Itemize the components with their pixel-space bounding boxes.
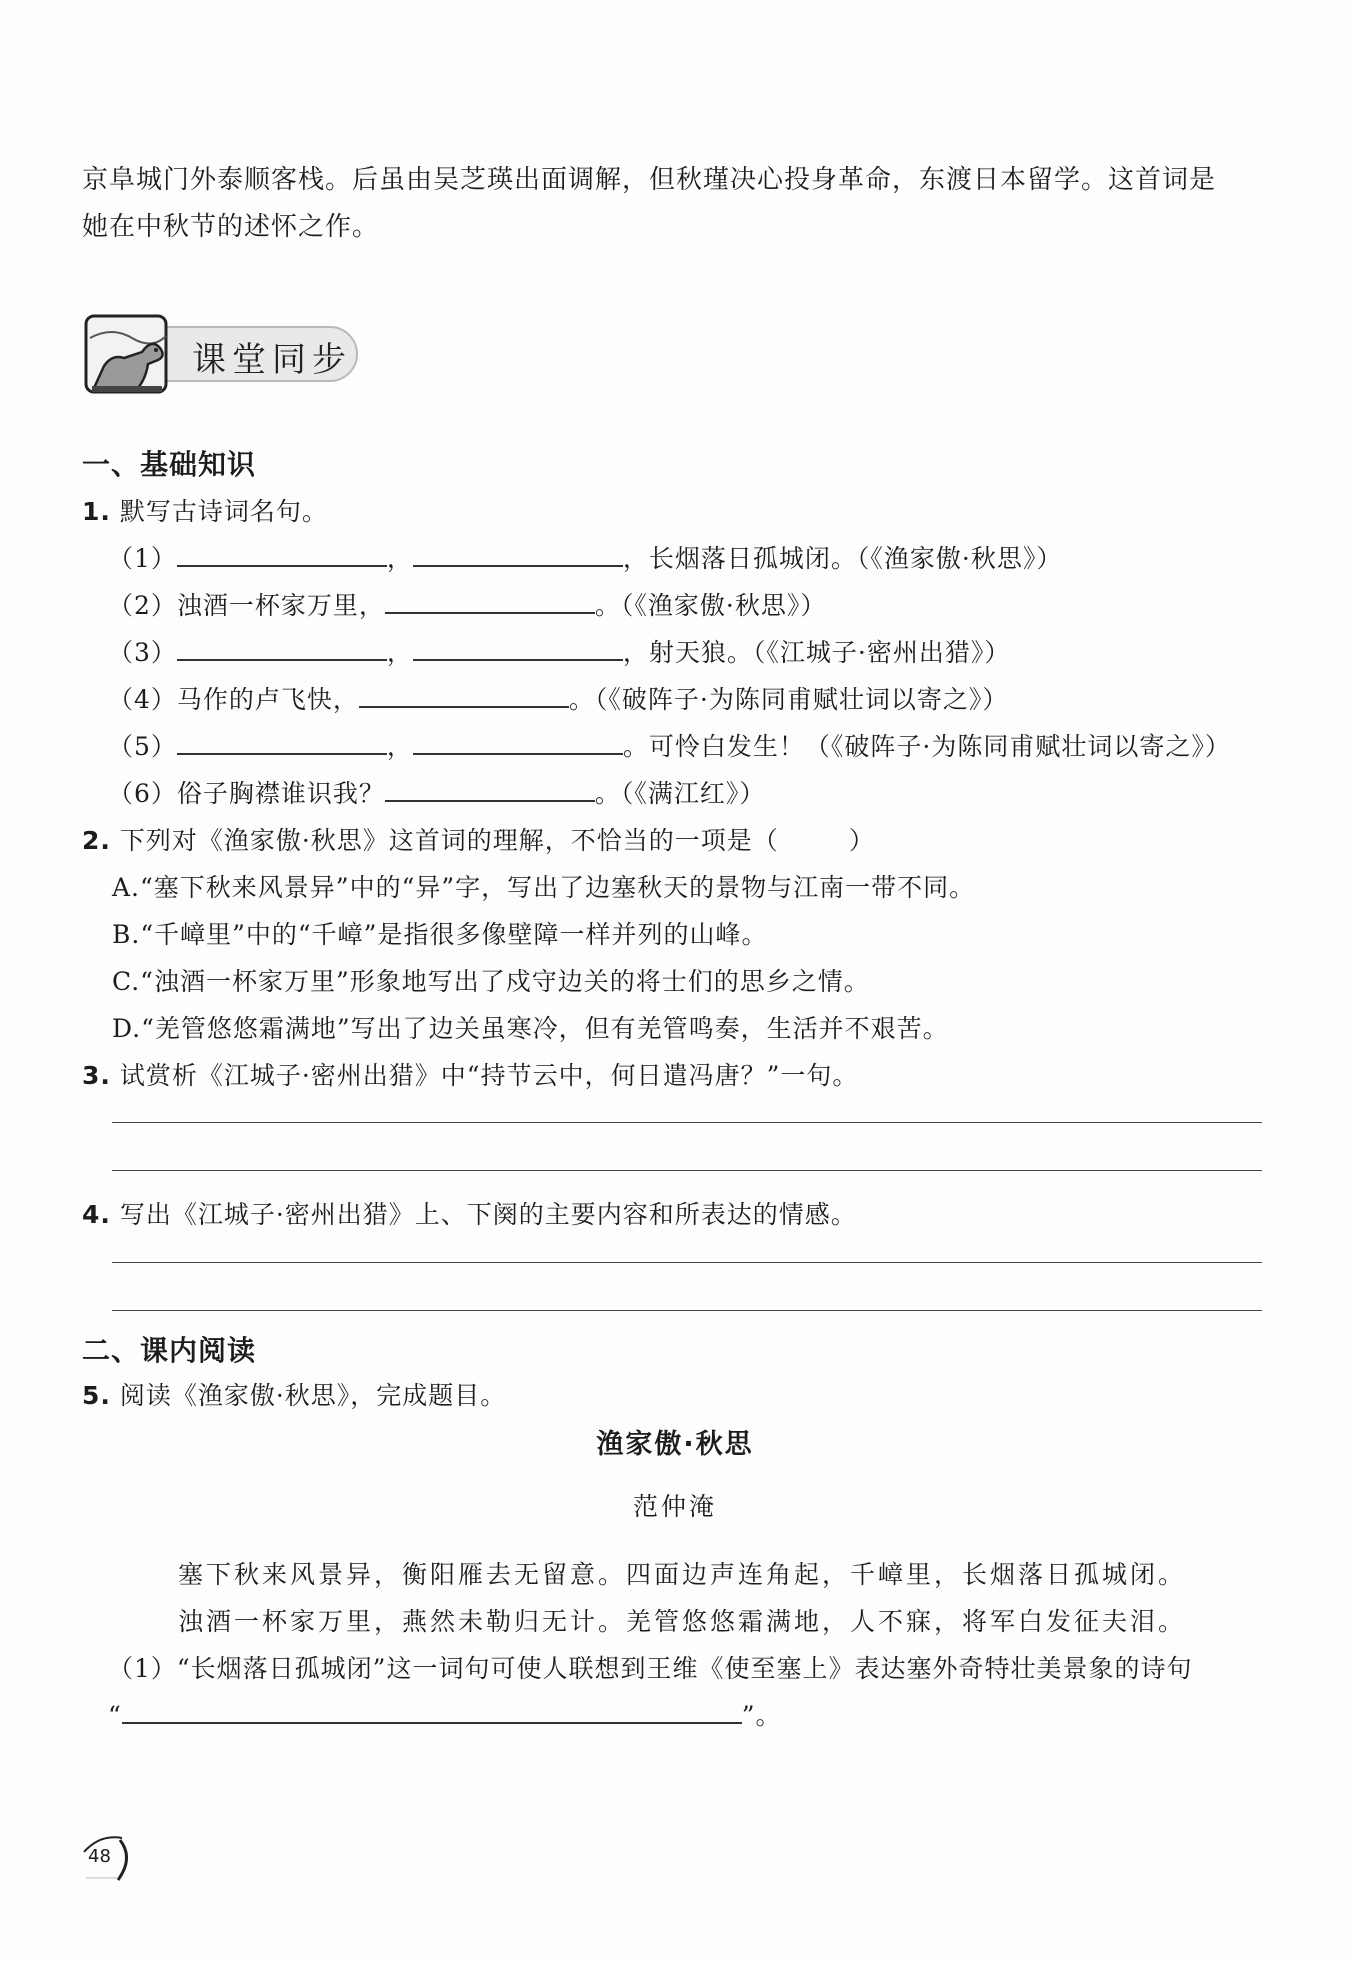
item-text: 。（《满江红》） [594,779,766,808]
item-text: 。（《破阵子·为陈同甫赋壮词以寄之》） [568,685,1009,714]
question-prompt: 试赏析《江城子·密州出猎》中“持节云中，何日遣冯唐？”一句。 [119,1061,859,1090]
quote-close: ”。 [741,1701,782,1730]
fill-blank[interactable] [177,635,387,661]
answer-line[interactable] [112,1122,1262,1123]
q2-option-a: A.“塞下秋来风景异”中的“异”字，写出了边塞秋天的景物与江南一带不同。 [112,873,976,902]
answer-line[interactable] [112,1170,1262,1171]
page-number: 48 [88,1846,111,1867]
question-prompt: 阅读《渔家傲·秋思》，完成题目。 [119,1381,507,1410]
paren-close: ） [848,826,875,855]
intro-line-1: 京阜城门外泰顺客栈。后虽由吴芝瑛出面调解，但秋瑾决心投身革命，东渡日本留学。这首词是 [82,165,1217,195]
answer-line[interactable] [112,1262,1262,1263]
item-text: ，长烟落日孤城闭。（《渔家傲·秋思》） [622,544,1063,573]
answer-line[interactable] [112,1310,1262,1311]
item-text: 。（《渔家傲·秋思》） [594,591,827,620]
fill-blank[interactable] [122,1698,742,1724]
intro-line-2: 她在中秋节的述怀之作。 [82,212,380,242]
section-banner [82,308,362,400]
poem-title: 渔家傲·秋思 [596,1429,754,1460]
fill-blank[interactable] [413,635,623,661]
q1-item-4 [108,680,1008,716]
q2-option-b: B.“千嶂里”中的“千嶂”是指很多像壁障一样并列的山峰。 [112,920,768,949]
fill-blank[interactable] [385,776,595,802]
question-2 [82,821,875,857]
q1-item-5 [108,727,1231,763]
item-prefix: 俗子胸襟谁识我？ [176,779,385,808]
question-number: 2. [82,826,111,855]
q2-option-c: C.“浊酒一杯家万里”形象地写出了戍守边关的将士们的思乡之情。 [112,967,870,996]
fill-blank[interactable] [177,729,387,755]
item-number: （4） [108,685,177,714]
item-number: （2） [108,591,177,620]
poem-author: 范仲淹 [632,1492,717,1521]
dinosaur-icon [82,308,192,400]
question-4 [82,1195,857,1231]
question-number: 4. [82,1200,111,1229]
question-1 [82,492,328,528]
separator: ， [386,732,413,761]
q5-sub-question-1: （1）“长烟落日孤城闭”这一词句可使人联想到王维《使至塞上》表达塞外奇特壮美景象的诗句 [108,1654,1193,1683]
q2-option-d: D.“羌管悠悠霜满地”写出了边关虽寒冷，但有羌管鸣奏，生活并不艰苦。 [112,1014,949,1043]
question-prompt: 默写古诗词名句。 [119,497,328,526]
q5-sub-question-1-answer [108,1696,782,1732]
q1-item-6 [108,774,765,810]
q1-item-1 [108,539,1062,575]
question-number: 3. [82,1061,111,1090]
item-text: ，射天狼。（《江城子·密州出猎》） [622,638,1011,667]
item-number: （1） [108,544,177,573]
separator: ， [386,544,413,573]
question-3 [82,1056,858,1092]
banner-label: 课堂同步 [192,340,352,380]
intro-paragraph [82,157,1272,251]
section-title-in-class-reading: 二、课内阅读 [82,1334,257,1367]
fill-blank[interactable] [385,588,595,614]
separator: ， [386,638,413,667]
fill-blank[interactable] [359,682,569,708]
fill-blank[interactable] [413,541,623,567]
q1-item-2 [108,586,826,622]
item-prefix: 浊酒一杯家万里， [176,591,385,620]
question-number: 1. [82,497,111,526]
fill-blank[interactable] [413,729,623,755]
item-number: （3） [108,638,177,667]
quote-open: “ [108,1701,122,1730]
q1-item-3 [108,633,1010,669]
poem-line-2: 浊酒一杯家万里，燕然未勒归无计。羌管悠悠霜满地，人不寐，将军白发征夫泪。 [178,1607,1187,1636]
question-5 [82,1376,506,1412]
item-number: （6） [108,779,177,808]
item-prefix: 马作的卢飞快， [176,685,359,714]
question-prompt: 写出《江城子·密州出猎》上、下阕的主要内容和所表达的情感。 [119,1200,857,1229]
item-number: （5） [108,732,177,761]
section-title-basic-knowledge: 一、基础知识 [82,448,257,481]
fill-blank[interactable] [177,541,387,567]
page-number-badge [78,1830,134,1886]
question-number: 5. [82,1381,111,1410]
item-text: 。可怜白发生！（《破阵子·为陈同甫赋壮词以寄之》） [622,732,1231,761]
question-prompt: 下列对《渔家傲·秋思》这首词的理解，不恰当的一项是（ [119,826,779,855]
poem-line-1: 塞下秋来风景异，衡阳雁去无留意。四面边声连角起，千嶂里，长烟落日孤城闭。 [178,1560,1187,1589]
